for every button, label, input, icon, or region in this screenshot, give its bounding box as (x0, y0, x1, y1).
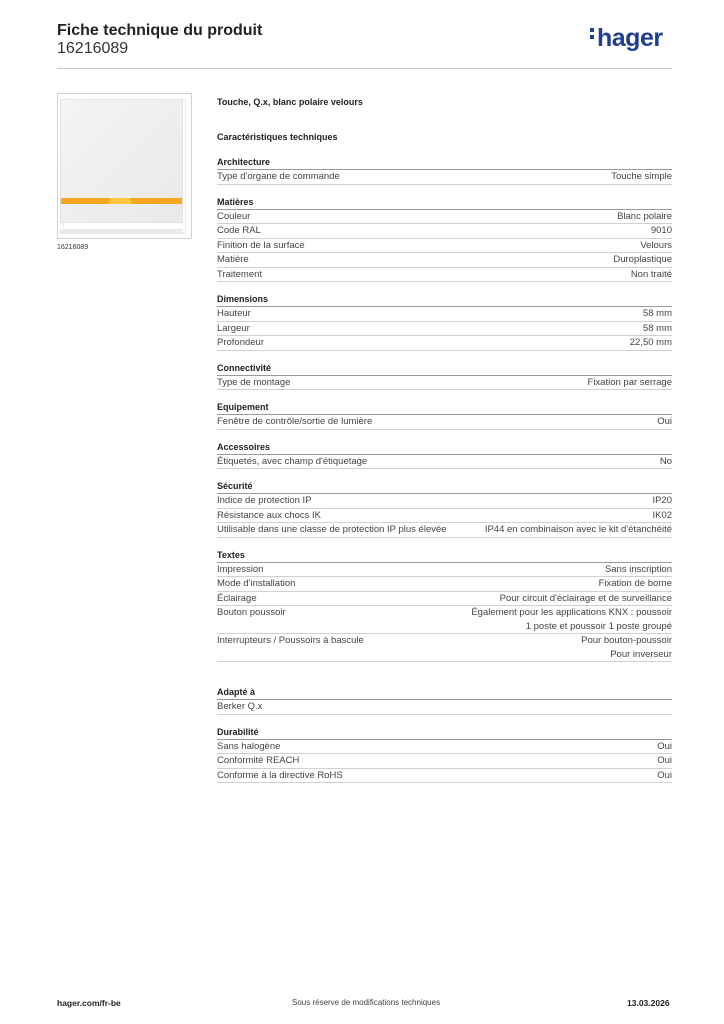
footer-date: 13.03.2026 (627, 998, 670, 1008)
page-title: Fiche technique du produit (57, 22, 263, 39)
spec-group-title: Architecture (217, 156, 672, 170)
spec-row (217, 224, 672, 239)
spec-group (217, 549, 672, 663)
product-name: Touche, Q.x, blanc polaire velours (217, 97, 363, 107)
footer-website[interactable]: hager.com/fr-be (57, 998, 121, 1008)
spec-label: Sans halogène (217, 740, 281, 752)
spec-label: Impression (217, 563, 264, 575)
spec-row (217, 253, 672, 268)
spec-group (217, 726, 672, 784)
spec-row (217, 322, 672, 337)
spec-label: Hauteur (217, 308, 251, 319)
spec-value: Pour circuit d'éclairage et de surveillance (499, 592, 672, 604)
spec-groups (217, 156, 672, 783)
spec-value: Également pour les applications KNX : poussoir 1 poste et poussoir 1 poste groupé (471, 607, 672, 632)
spec-label: Indice de protection IP (217, 495, 312, 506)
spec-row (217, 700, 672, 715)
spec-value: Oui (657, 755, 672, 766)
spec-value: Oui (657, 740, 672, 752)
spec-value: Velours (640, 239, 672, 251)
spec-row (217, 769, 672, 784)
logo-text: hager (597, 24, 663, 52)
spec-row (217, 523, 672, 538)
spec-group-title: Connectivité (217, 362, 672, 376)
spec-label: Code RAL (217, 225, 261, 236)
led-window (109, 198, 131, 204)
spec-label: Fenêtre de contrôle/sortie de lumière (217, 416, 373, 427)
spec-label: Type d'organe de commande (217, 171, 340, 182)
spec-group-title: Equipement (217, 401, 672, 415)
spec-group (217, 441, 672, 470)
spec-row (217, 455, 672, 470)
spec-value: IP44 en combinaison avec le kit d'étanchéité (484, 524, 672, 535)
spec-label: Matière (217, 254, 249, 265)
spec-row (217, 268, 672, 283)
spec-group-title: Accessoires (217, 441, 672, 455)
spec-value: 58 mm (642, 308, 672, 319)
logo-dots-icon (590, 28, 595, 42)
spec-group-title: Adapté à (217, 686, 672, 700)
spec-value: Fixation de borne (598, 578, 672, 589)
spec-label: Type de montage (217, 376, 291, 388)
spec-group (217, 156, 672, 185)
spec-value: Blanc polaire (617, 210, 672, 222)
spec-row (217, 170, 672, 185)
spec-row (217, 577, 672, 592)
spec-group-title: Textes (217, 549, 672, 563)
spec-value: IP20 (652, 495, 672, 506)
spec-group-title: Sécurité (217, 480, 672, 494)
header-divider (57, 68, 672, 69)
spec-row (217, 336, 672, 351)
spec-row (217, 494, 672, 509)
spec-value: Duroplastique (613, 254, 672, 265)
spec-label: Conforme à la directive RoHS (217, 769, 343, 781)
footer-disclaimer: Sous réserve de modifications techniques (292, 998, 441, 1007)
spec-row (217, 376, 672, 391)
spec-label: Résistance aux chocs IK (217, 509, 322, 521)
spec-value: Oui (657, 769, 672, 781)
spec-label: Étiquetés, avec champ d'étiquetage (217, 455, 368, 467)
spec-row (217, 415, 672, 430)
spec-row (217, 634, 672, 662)
product-image-caption: 16216089 (57, 244, 89, 251)
spec-group-title: Durabilité (217, 726, 672, 740)
spec-label: Traitement (217, 268, 263, 280)
spec-value: 58 mm (642, 322, 672, 334)
spec-value: Touche simple (611, 171, 672, 182)
spec-row (217, 307, 672, 322)
spec-label: Mode d'installation (217, 578, 296, 589)
spec-label: Profondeur (217, 337, 265, 348)
product-image-base (60, 229, 183, 234)
spec-group (217, 362, 672, 391)
spec-row (217, 210, 672, 225)
spec-label: Finition de la surface (217, 239, 305, 251)
spec-row (217, 239, 672, 254)
spec-group-title: Dimensions (217, 293, 672, 307)
product-image (60, 99, 183, 223)
spec-row (217, 509, 672, 524)
spec-label: Bouton poussoir (217, 607, 286, 618)
spec-label: Couleur (217, 210, 251, 222)
hager-logo (590, 26, 663, 51)
spec-group (217, 401, 672, 430)
spec-value: 22,50 mm (629, 337, 672, 348)
spec-value: Fixation par serrage (587, 376, 672, 388)
spec-row (217, 740, 672, 755)
spec-value: No (659, 455, 672, 467)
spec-value: Pour bouton-poussoir Pour inverseur (581, 635, 672, 660)
spec-row (217, 592, 672, 607)
spec-group (217, 293, 672, 351)
spec-group (217, 196, 672, 283)
spec-label: Conformité REACH (217, 755, 300, 766)
product-code: 16216089 (57, 40, 129, 57)
spec-group (217, 686, 672, 715)
spec-label: Interrupteurs / Poussoirs à bascule (217, 635, 364, 646)
spec-row (217, 563, 672, 578)
spec-group-title: Matières (217, 196, 672, 210)
spec-label: Éclairage (217, 592, 257, 604)
spec-label: Berker Q.x (217, 701, 263, 712)
spec-value: Non traité (630, 268, 672, 280)
spec-value: Sans inscription (604, 563, 672, 575)
spec-value: Oui (657, 416, 672, 427)
spec-label: Utilisable dans une classe de protection IP plus élevée (217, 524, 447, 535)
spec-row (217, 606, 672, 634)
spec-value: 9010 (650, 225, 672, 236)
spec-row (217, 754, 672, 769)
spec-label: Largeur (217, 322, 250, 334)
spec-group (217, 480, 672, 538)
spec-content (217, 96, 672, 794)
tech-section-title: Caractéristiques techniques (217, 132, 338, 142)
spec-value: IK02 (652, 509, 672, 521)
